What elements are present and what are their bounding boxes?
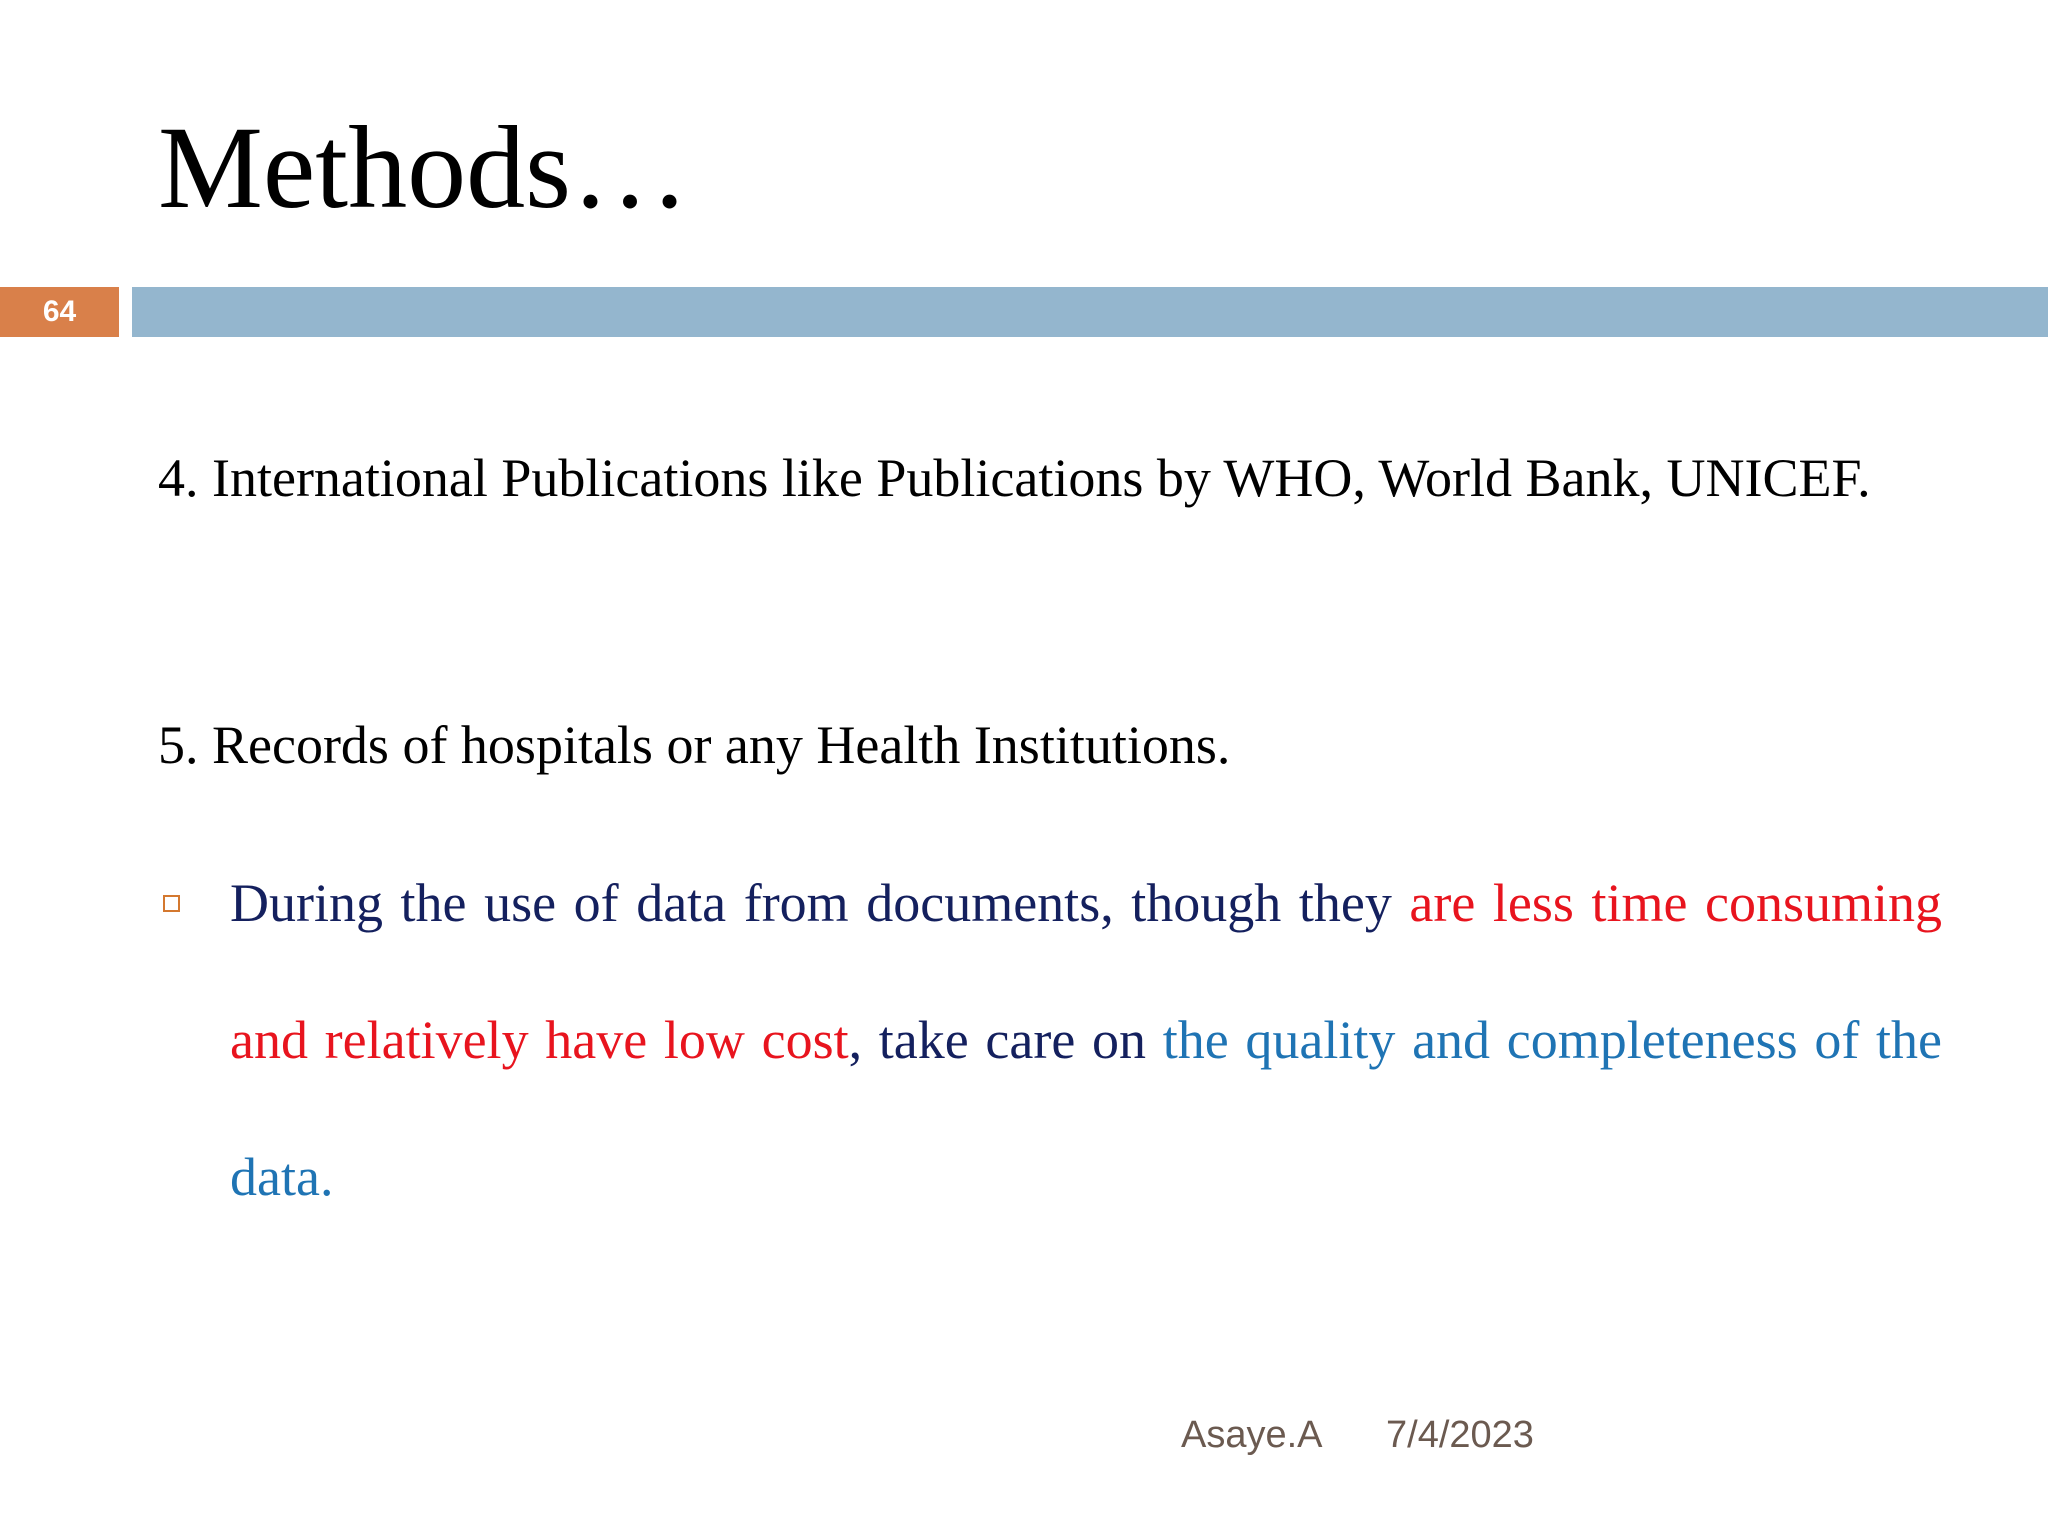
- slide-title: Methods…: [158, 102, 689, 233]
- list-item-5: 5. Records of hospitals or any Health Institutions.: [158, 715, 1231, 775]
- square-bullet-icon: [163, 895, 180, 912]
- list-item-4: 4. International Publications like Publications by WHO, World Bank, UNICEF.: [158, 448, 1871, 508]
- title-divider-bar: [132, 287, 2048, 337]
- bullet-segment-advantage: are less time consuming and relatively have low cost: [230, 873, 1942, 1070]
- footer-author: Asaye.A: [1181, 1414, 1323, 1456]
- bullet-segment-quality: the quality and completeness of the data.: [230, 1010, 1942, 1207]
- bullet-paragraph: [230, 835, 1942, 1246]
- bullet-segment-intro: During the use of data from documents, though they: [230, 873, 1410, 933]
- footer-date: 7/4/2023: [1386, 1414, 1534, 1456]
- bullet-segment-caution: , take care on: [848, 1010, 1163, 1070]
- page-number-badge: 64: [0, 287, 119, 337]
